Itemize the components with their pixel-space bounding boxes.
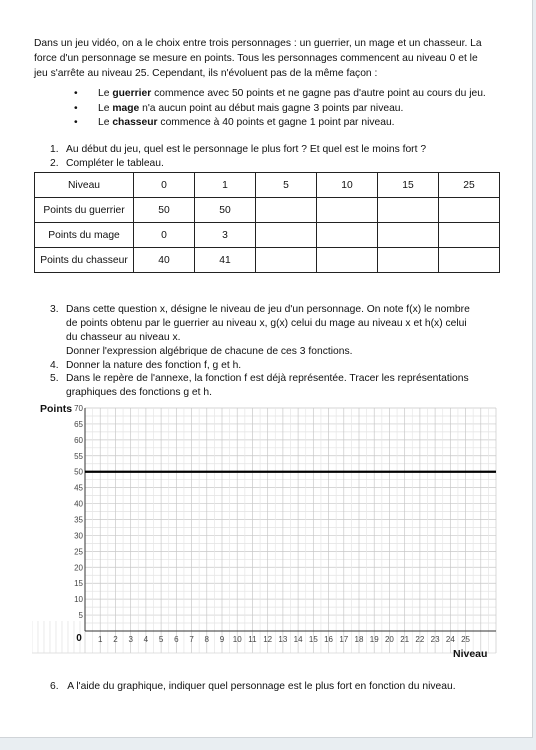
level-cell: 1 <box>195 173 256 198</box>
x-tick-label: 9 <box>219 635 225 644</box>
table-header-row <box>35 173 500 198</box>
intro-line: jeu s'arrête au niveau 25. Cependant, ils n'évoluent pas de la même façon : <box>34 68 378 79</box>
bullet-text: Le <box>98 102 113 114</box>
x-tick-label: 10 <box>232 635 242 644</box>
x-axis-title: Niveau <box>453 648 488 660</box>
x-tick-label: 5 <box>158 635 164 644</box>
empty-cell[interactable] <box>256 198 317 223</box>
question-text: Dans cette question x, désigne le niveau de jeu d'un personnage. On note f(x) le nombre <box>66 304 470 315</box>
y-tick-label: 25 <box>74 547 83 557</box>
question-text: de points obtenu par le guerrier au niveau x, g(x) celui du mage au niveau x et h(x) celui <box>66 318 467 329</box>
empty-cell[interactable] <box>317 198 378 223</box>
x-tick-label: 8 <box>204 635 210 644</box>
y-tick-label: 5 <box>78 611 83 621</box>
graph-svg <box>32 400 498 662</box>
intro-line: force d'un personnage se mesure en points. Tous les personnages commencent au niveau 0 et le <box>34 53 478 64</box>
x-tick-label: 20 <box>384 635 394 644</box>
y-tick-label: 35 <box>74 515 83 525</box>
y-tick-label: 65 <box>74 419 83 429</box>
value-cell: 50 <box>195 198 256 223</box>
bullet-keyword: guerrier <box>112 88 152 99</box>
x-tick-label: 21 <box>400 635 410 644</box>
bullet-mage <box>74 102 514 117</box>
points-table <box>34 172 500 273</box>
empty-cell[interactable] <box>378 223 439 248</box>
x-tick-label: 25 <box>461 635 471 644</box>
question-text: A l'aide du graphique, indiquer quel personnage est le plus fort en fonction du niveau. <box>67 681 456 692</box>
level-cell: 10 <box>317 173 378 198</box>
y-tick-label: 10 <box>74 595 83 605</box>
question-text: Dans le repère de l'annexe, la fonction f est déjà représentée. Tracer les représentations <box>66 373 469 384</box>
x-tick-label: 2 <box>113 635 118 644</box>
question-number: 3. <box>50 304 59 315</box>
value-cell: 41 <box>195 248 256 273</box>
x-tick-label: 19 <box>369 635 379 644</box>
level-cell: 25 <box>439 173 500 198</box>
bullet-keyword: chasseur <box>112 117 158 128</box>
graph-annexe <box>32 400 498 662</box>
bullet-text: commence avec 50 points et ne gagne pas d'autre point au cours du jeu. <box>151 88 486 99</box>
bullet-guerrier <box>74 87 514 102</box>
y-tick-label: 50 <box>74 467 83 477</box>
value-cell: 40 <box>134 248 195 273</box>
y-tick-label: 60 <box>74 435 83 445</box>
value-cell: 0 <box>134 223 195 248</box>
question-text: Donner l'expression algébrique de chacune de ces 3 fonctions. <box>66 346 353 357</box>
level-cell: 5 <box>256 173 317 198</box>
intro-line: Dans un jeu vidéo, on a le choix entre trois personnages : un guerrier, un mage et un chasseur. La <box>34 38 482 49</box>
y-axis-title: Points <box>40 403 73 415</box>
x-tick-label: 3 <box>128 635 133 644</box>
x-tick-label: 18 <box>354 635 364 644</box>
x-tick-label: 6 <box>174 635 179 644</box>
question-6 <box>50 681 520 692</box>
x-tick-label: 24 <box>445 635 455 644</box>
origin-label: 0 <box>76 633 82 644</box>
bullet-text: commence à 40 points et gagne 1 point par niveau. <box>157 117 395 128</box>
x-tick-label: 14 <box>293 635 303 644</box>
empty-cell[interactable] <box>439 198 500 223</box>
table-row <box>35 223 500 248</box>
x-tick-label: 22 <box>415 635 425 644</box>
question-text: Au début du jeu, quel est le personnage le plus fort ? Et quel est le moins fort ? <box>66 144 427 155</box>
y-tick-label: 15 <box>74 579 83 589</box>
row-label: Points du guerrier <box>35 198 134 223</box>
intro-paragraph <box>34 36 504 81</box>
question-text: du chasseur au niveau x. <box>66 332 181 343</box>
question-number: 5. <box>50 373 59 384</box>
empty-cell[interactable] <box>317 248 378 273</box>
level-cell: 0 <box>134 173 195 198</box>
x-tick-label: 11 <box>248 635 257 644</box>
empty-cell[interactable] <box>317 223 378 248</box>
empty-cell[interactable] <box>439 223 500 248</box>
bullet-text: Le <box>98 88 113 99</box>
empty-cell[interactable] <box>378 248 439 273</box>
table-row <box>35 198 500 223</box>
x-tick-label: 17 <box>339 635 349 644</box>
x-tick-label: 1 <box>97 635 103 644</box>
question-number: 2. <box>50 158 59 169</box>
x-tick-label: 12 <box>263 635 273 644</box>
empty-cell[interactable] <box>378 198 439 223</box>
value-cell: 50 <box>134 198 195 223</box>
y-tick-label: 40 <box>74 499 83 509</box>
empty-cell[interactable] <box>256 248 317 273</box>
row-label: Points du chasseur <box>35 248 134 273</box>
empty-cell[interactable] <box>439 248 500 273</box>
row-label: Points du mage <box>35 223 134 248</box>
y-tick-label: 55 <box>74 451 83 461</box>
y-tick-label: 20 <box>74 563 83 573</box>
bullet-text: Le <box>98 117 113 128</box>
character-list <box>74 87 514 131</box>
bullet-chasseur <box>74 116 514 131</box>
level-cell: 15 <box>378 173 439 198</box>
x-tick-label: 15 <box>308 635 318 644</box>
y-tick-label: 70 <box>74 404 83 413</box>
y-tick-label: 45 <box>74 483 83 493</box>
y-tick-label: 30 <box>74 531 83 541</box>
question-number: 4. <box>50 360 59 371</box>
question-number: 6. <box>50 681 59 692</box>
bullet-keyword: mage <box>112 102 140 114</box>
table-row <box>35 248 500 273</box>
value-cell: 3 <box>195 223 256 248</box>
x-tick-label: 13 <box>278 635 288 644</box>
empty-cell[interactable] <box>256 223 317 248</box>
table-header-label: Niveau <box>35 173 134 198</box>
x-tick-label: 7 <box>189 635 194 644</box>
question-text: Compléter le tableau. <box>66 158 164 169</box>
x-tick-label: 4 <box>143 635 149 644</box>
x-tick-label: 23 <box>430 635 440 644</box>
question-text: graphiques des fonctions g et h. <box>66 387 212 398</box>
bullet-text: n'a aucun point au début mais gagne 3 points par niveau. <box>139 102 404 114</box>
x-tick-label: 16 <box>324 635 334 644</box>
question-text: Donner la nature des fonction f, g et h. <box>66 360 242 371</box>
question-number: 1. <box>50 144 59 155</box>
